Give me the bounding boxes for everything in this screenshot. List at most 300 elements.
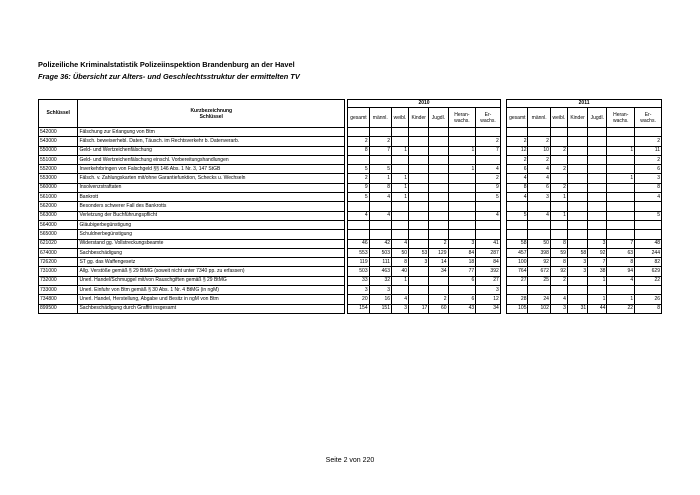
value-cell-2011 — [567, 211, 587, 220]
value-cell-2010: 1 — [392, 183, 409, 192]
value-cell-2010: 77 — [448, 267, 476, 276]
value-cell-2010 — [409, 267, 429, 276]
col-key-header: Schlüssel — [39, 100, 78, 128]
value-cell-2010: 119 — [348, 258, 369, 267]
value-cell-2011 — [567, 174, 587, 183]
value-cell-2011: 4 — [550, 295, 567, 304]
value-cell-2011 — [588, 230, 607, 239]
value-cell-2010: 1 — [392, 174, 409, 183]
value-cell-2011: 10 — [528, 146, 550, 155]
value-cell-2011: 244 — [635, 248, 662, 257]
value-cell-2011 — [607, 193, 635, 202]
table-row — [39, 137, 662, 146]
value-cell-2011: 28 — [507, 295, 528, 304]
value-cell-2011: 5 — [507, 211, 528, 220]
value-cell-2011: 100 — [507, 258, 528, 267]
sub-header-cell: Jugdl. — [429, 108, 448, 128]
description-cell: Geld- und Wertzeichenfälschung — [78, 146, 345, 155]
table-row — [39, 211, 662, 220]
description-cell: Besonders schwerer Fall des Bankrotts — [78, 202, 345, 211]
value-cell-2010 — [409, 165, 429, 174]
description-cell: Widerstand gg. Vollstreckungsbeamte — [78, 239, 345, 248]
key-cell: 542000 — [39, 128, 78, 137]
value-cell-2010: 9 — [476, 183, 501, 192]
value-cell-2010: 7 — [476, 146, 501, 155]
value-cell-2011: 63 — [607, 248, 635, 257]
value-cell-2011 — [607, 220, 635, 229]
value-cell-2011: 1 — [550, 211, 567, 220]
value-cell-2011: 4 — [507, 193, 528, 202]
value-cell-2010: 84 — [448, 248, 476, 257]
value-cell-2011 — [567, 276, 587, 285]
value-cell-2010 — [392, 137, 409, 146]
sub-header-cell: Er- wachs. — [476, 108, 501, 128]
value-cell-2011: 11 — [635, 146, 662, 155]
sub-header-cell: gesamt — [507, 108, 528, 128]
key-cell: 731000 — [39, 267, 78, 276]
value-cell-2010: 129 — [429, 248, 448, 257]
value-cell-2010: 5 — [369, 165, 391, 174]
value-cell-2010 — [348, 128, 369, 137]
value-cell-2011: 48 — [635, 239, 662, 248]
value-cell-2010: 503 — [348, 267, 369, 276]
value-cell-2010 — [409, 137, 429, 146]
key-cell: 621020 — [39, 239, 78, 248]
description-cell: Gläubigerbegünstigung — [78, 220, 345, 229]
value-cell-2011: 50 — [528, 239, 550, 248]
value-cell-2011 — [528, 202, 550, 211]
value-cell-2011: 92 — [550, 267, 567, 276]
value-cell-2010: 111 — [369, 258, 391, 267]
value-cell-2010 — [409, 276, 429, 285]
value-cell-2011 — [635, 202, 662, 211]
key-cell: 734800 — [39, 295, 78, 304]
value-cell-2011 — [635, 230, 662, 239]
value-cell-2011: 2 — [528, 155, 550, 164]
value-cell-2011 — [528, 220, 550, 229]
value-cell-2011: 27 — [507, 276, 528, 285]
value-cell-2010 — [429, 220, 448, 229]
value-cell-2010 — [392, 165, 409, 174]
value-cell-2011: 8 — [550, 239, 567, 248]
value-cell-2010: 8 — [369, 183, 391, 192]
value-cell-2011 — [588, 174, 607, 183]
sub-header-cell: Jugdl. — [588, 108, 607, 128]
value-cell-2010: 1 — [392, 276, 409, 285]
value-cell-2010: 4 — [392, 239, 409, 248]
value-cell-2011: 1 — [588, 276, 607, 285]
value-cell-2011 — [567, 183, 587, 192]
value-cell-2010: 8 — [348, 146, 369, 155]
table-row — [39, 267, 662, 276]
table-row — [39, 276, 662, 285]
value-cell-2010 — [369, 155, 391, 164]
value-cell-2011: 2 — [507, 155, 528, 164]
value-cell-2011 — [588, 202, 607, 211]
value-cell-2010: 4 — [369, 211, 391, 220]
value-cell-2011: 1 — [607, 295, 635, 304]
value-cell-2010: 60 — [429, 304, 448, 313]
value-cell-2011 — [550, 220, 567, 229]
key-cell: 561000 — [39, 193, 78, 202]
key-cell: 551000 — [39, 155, 78, 164]
description-cell: Sachbeschädigung durch Graffiti insgesamt — [78, 304, 345, 313]
value-cell-2010: 4 — [369, 193, 391, 202]
value-cell-2010: 2 — [429, 295, 448, 304]
value-cell-2011: 58 — [507, 239, 528, 248]
value-cell-2011 — [588, 211, 607, 220]
value-cell-2011: 44 — [588, 304, 607, 313]
value-cell-2010: 34 — [429, 267, 448, 276]
table-row — [39, 304, 662, 313]
value-cell-2011 — [607, 202, 635, 211]
value-cell-2010 — [429, 286, 448, 295]
value-cell-2010: 503 — [369, 248, 391, 257]
value-cell-2011: 6 — [507, 165, 528, 174]
value-cell-2011 — [567, 220, 587, 229]
key-cell: 733000 — [39, 286, 78, 295]
value-cell-2010 — [369, 220, 391, 229]
value-cell-2010: 34 — [476, 304, 501, 313]
value-cell-2010 — [476, 202, 501, 211]
value-cell-2011: 629 — [635, 267, 662, 276]
value-cell-2011 — [507, 128, 528, 137]
key-cell: 726200 — [39, 258, 78, 267]
value-cell-2011: 6 — [635, 165, 662, 174]
value-cell-2010: 12 — [476, 295, 501, 304]
value-cell-2010: 7 — [369, 146, 391, 155]
value-cell-2010: 1 — [392, 193, 409, 202]
table-row — [39, 230, 662, 239]
value-cell-2011: 58 — [567, 248, 587, 257]
table-row — [39, 202, 662, 211]
value-cell-2010: 1 — [392, 146, 409, 155]
key-cell: 562000 — [39, 202, 78, 211]
value-cell-2011 — [635, 286, 662, 295]
description-cell: Geld- und Wertzeichenfälschung einschl. Vorbereitungshandlungen — [78, 155, 345, 164]
value-cell-2011: 8 — [635, 183, 662, 192]
value-cell-2011 — [507, 202, 528, 211]
value-cell-2010: 287 — [476, 248, 501, 257]
value-cell-2011 — [550, 202, 567, 211]
value-cell-2011: 4 — [607, 276, 635, 285]
value-cell-2010 — [409, 202, 429, 211]
value-cell-2010: 41 — [476, 239, 501, 248]
value-cell-2010 — [348, 202, 369, 211]
key-cell: 563000 — [39, 211, 78, 220]
value-cell-2010: 32 — [369, 276, 391, 285]
value-cell-2010: 1 — [448, 165, 476, 174]
value-cell-2010 — [409, 211, 429, 220]
page-footer: Seite 2 von 220 — [325, 457, 375, 464]
value-cell-2011 — [567, 295, 587, 304]
table-row — [39, 193, 662, 202]
value-cell-2010: 33 — [348, 276, 369, 285]
description-cell: Schuldnerbegünstigung — [78, 230, 345, 239]
value-cell-2011: 26 — [635, 295, 662, 304]
table-row — [39, 165, 662, 174]
value-cell-2011 — [528, 128, 550, 137]
value-cell-2010 — [348, 155, 369, 164]
value-cell-2011: 1 — [550, 193, 567, 202]
description-cell: Unerl. Handel, Herstellung, Abgabe und Besitz in ngM von Btm — [78, 295, 345, 304]
value-cell-2011: 2 — [550, 183, 567, 192]
table-row — [39, 248, 662, 257]
description-cell: Allg. Verstöße gemäß § 29 BtMG (soweit nicht unter 7340 pp. zu erfassen) — [78, 267, 345, 276]
value-cell-2011 — [588, 286, 607, 295]
value-cell-2010: 1 — [369, 174, 391, 183]
value-cell-2010: 16 — [369, 295, 391, 304]
value-cell-2010 — [429, 276, 448, 285]
value-cell-2011: 7 — [607, 239, 635, 248]
value-cell-2011 — [588, 183, 607, 192]
value-cell-2011: 2 — [550, 146, 567, 155]
value-cell-2011 — [635, 220, 662, 229]
value-cell-2011: 1 — [588, 295, 607, 304]
key-cell: 543000 — [39, 137, 78, 146]
table-row — [39, 174, 662, 183]
value-cell-2010: 4 — [348, 211, 369, 220]
value-cell-2011: 1 — [607, 174, 635, 183]
value-cell-2010: 9 — [348, 183, 369, 192]
value-cell-2010 — [429, 183, 448, 192]
sub-header-cell: Kinder — [409, 108, 429, 128]
value-cell-2010: 2 — [476, 137, 501, 146]
value-cell-2011 — [588, 165, 607, 174]
value-cell-2010: 3 — [476, 286, 501, 295]
value-cell-2010 — [476, 220, 501, 229]
value-cell-2011 — [550, 174, 567, 183]
sub-header-cell: gesamt — [348, 108, 369, 128]
value-cell-2011: 2 — [550, 165, 567, 174]
value-cell-2010 — [448, 220, 476, 229]
value-cell-2010 — [476, 155, 501, 164]
value-cell-2011 — [567, 202, 587, 211]
value-cell-2011 — [588, 155, 607, 164]
value-cell-2011 — [528, 230, 550, 239]
value-cell-2011 — [507, 220, 528, 229]
value-cell-2010: 392 — [476, 267, 501, 276]
value-cell-2010 — [409, 155, 429, 164]
description-cell: Insolvenzstraftaten — [78, 183, 345, 192]
value-cell-2010 — [448, 128, 476, 137]
description-cell: Fälschung zur Erlangung von Btm — [78, 128, 345, 137]
value-cell-2010: 50 — [392, 248, 409, 257]
table-row — [39, 295, 662, 304]
value-cell-2011 — [550, 137, 567, 146]
value-cell-2010 — [409, 220, 429, 229]
value-cell-2010: 3 — [448, 239, 476, 248]
value-cell-2010 — [429, 193, 448, 202]
col-desc-header: Kurzbezeichnung Schlüssel — [78, 100, 345, 128]
value-cell-2011 — [588, 220, 607, 229]
value-cell-2011 — [567, 137, 587, 146]
value-cell-2011: 92 — [588, 248, 607, 257]
key-cell: 560000 — [39, 183, 78, 192]
value-cell-2010 — [429, 202, 448, 211]
description-cell: Bankrott — [78, 193, 345, 202]
value-cell-2010: 53 — [409, 248, 429, 257]
value-cell-2010 — [392, 202, 409, 211]
value-cell-2010 — [429, 174, 448, 183]
value-cell-2011: 1 — [607, 146, 635, 155]
value-cell-2011 — [567, 128, 587, 137]
value-cell-2011 — [567, 193, 587, 202]
value-cell-2011 — [635, 128, 662, 137]
value-cell-2011 — [567, 146, 587, 155]
table-row — [39, 220, 662, 229]
value-cell-2011: 38 — [588, 267, 607, 276]
value-cell-2010: 4 — [392, 295, 409, 304]
value-cell-2010 — [448, 202, 476, 211]
value-cell-2010: 1 — [448, 146, 476, 155]
value-cell-2010 — [392, 211, 409, 220]
value-cell-2011: 3 — [567, 267, 587, 276]
value-cell-2011 — [550, 230, 567, 239]
value-cell-2011 — [507, 286, 528, 295]
value-cell-2011 — [607, 286, 635, 295]
value-cell-2011: 4 — [507, 174, 528, 183]
value-cell-2011: 672 — [528, 267, 550, 276]
value-cell-2010: 6 — [448, 295, 476, 304]
value-cell-2011: 3 — [528, 193, 550, 202]
value-cell-2010 — [448, 230, 476, 239]
value-cell-2011: 24 — [528, 295, 550, 304]
value-cell-2010 — [448, 155, 476, 164]
table-row — [39, 286, 662, 295]
key-cell: 899500 — [39, 304, 78, 313]
value-cell-2010 — [392, 128, 409, 137]
key-cell: 550000 — [39, 146, 78, 155]
value-cell-2010: 17 — [409, 304, 429, 313]
value-cell-2011 — [550, 155, 567, 164]
value-cell-2011: 764 — [507, 267, 528, 276]
value-cell-2010: 553 — [348, 248, 369, 257]
key-cell: 565000 — [39, 230, 78, 239]
value-cell-2010 — [409, 183, 429, 192]
description-cell: Unerl. Handel/Schmuggel mit/von Rauschgiften gemäß § 29 BtMG — [78, 276, 345, 285]
value-cell-2011 — [588, 193, 607, 202]
sub-header-cell: Heran- wachs. — [448, 108, 476, 128]
value-cell-2010: 3 — [392, 304, 409, 313]
report-subtitle: Frage 36: Übersicht zur Alters- und Geschlechtsstruktur der ermittelten TV — [38, 72, 300, 81]
key-cell: 564000 — [39, 220, 78, 229]
value-cell-2010 — [348, 230, 369, 239]
value-cell-2011 — [528, 286, 550, 295]
value-cell-2010 — [448, 286, 476, 295]
table-row — [39, 128, 662, 137]
value-cell-2010: 8 — [392, 258, 409, 267]
value-cell-2011: 398 — [528, 248, 550, 257]
value-cell-2011: 2 — [507, 137, 528, 146]
value-cell-2010: 2 — [476, 174, 501, 183]
value-cell-2010: 5 — [348, 165, 369, 174]
value-cell-2010 — [429, 128, 448, 137]
sub-header-cell: Kinder — [567, 108, 587, 128]
sub-header-cell: Heran- wachs. — [607, 108, 635, 128]
table-row — [39, 146, 662, 155]
value-cell-2011 — [567, 230, 587, 239]
value-cell-2010: 151 — [369, 304, 391, 313]
value-cell-2011: 7 — [588, 258, 607, 267]
key-cell: 553000 — [39, 174, 78, 183]
value-cell-2011 — [550, 128, 567, 137]
description-cell: ST gg. das Waffengesetz — [78, 258, 345, 267]
value-cell-2010 — [476, 128, 501, 137]
value-cell-2011 — [567, 165, 587, 174]
value-cell-2011: 2 — [528, 137, 550, 146]
value-cell-2011: 3 — [588, 239, 607, 248]
value-cell-2011 — [607, 165, 635, 174]
value-cell-2011 — [607, 128, 635, 137]
value-cell-2010: 42 — [369, 239, 391, 248]
value-cell-2011: 12 — [507, 146, 528, 155]
value-cell-2010: 4 — [476, 211, 501, 220]
year-2010-header: 2010 — [348, 100, 500, 108]
value-cell-2011: 94 — [607, 267, 635, 276]
value-cell-2010 — [392, 230, 409, 239]
key-cell: 674000 — [39, 248, 78, 257]
value-cell-2010 — [409, 146, 429, 155]
value-cell-2011: 22 — [635, 276, 662, 285]
value-cell-2010 — [348, 220, 369, 229]
value-cell-2011: 2 — [635, 137, 662, 146]
value-cell-2010: 463 — [369, 267, 391, 276]
value-cell-2011: 8 — [635, 304, 662, 313]
value-cell-2010: 27 — [476, 276, 501, 285]
value-cell-2010: 6 — [448, 276, 476, 285]
value-cell-2011: 4 — [528, 165, 550, 174]
value-cell-2011: 2 — [550, 276, 567, 285]
value-cell-2011 — [507, 230, 528, 239]
value-cell-2011: 3 — [567, 258, 587, 267]
value-cell-2010 — [369, 202, 391, 211]
value-cell-2010: 20 — [348, 295, 369, 304]
value-cell-2011: 4 — [635, 193, 662, 202]
value-cell-2010: 5 — [348, 193, 369, 202]
value-cell-2010: 3 — [348, 286, 369, 295]
value-cell-2010 — [448, 183, 476, 192]
description-cell: Verletzung der Buchführungspflicht — [78, 211, 345, 220]
value-cell-2011: 5 — [635, 211, 662, 220]
value-cell-2011 — [588, 128, 607, 137]
value-cell-2010 — [409, 286, 429, 295]
value-cell-2011: 31 — [567, 304, 587, 313]
value-cell-2010: 5 — [476, 193, 501, 202]
value-cell-2010 — [448, 137, 476, 146]
value-cell-2011: 25 — [528, 276, 550, 285]
sub-header-cell: weibl. — [392, 108, 409, 128]
value-cell-2010: 3 — [409, 258, 429, 267]
value-cell-2011 — [588, 146, 607, 155]
value-cell-2011: 4 — [528, 211, 550, 220]
description-cell: Inverkehrbringen von Falschgeld §§ 146 Abs. 1 Nr. 3, 147 StGB — [78, 165, 345, 174]
value-cell-2011: 3 — [550, 304, 567, 313]
value-cell-2010: 43 — [448, 304, 476, 313]
value-cell-2011: 3 — [635, 174, 662, 183]
value-cell-2010 — [429, 211, 448, 220]
value-cell-2010: 14 — [429, 258, 448, 267]
value-cell-2011 — [607, 183, 635, 192]
value-cell-2010 — [392, 220, 409, 229]
value-cell-2010 — [409, 128, 429, 137]
value-cell-2011 — [607, 155, 635, 164]
value-cell-2010 — [409, 193, 429, 202]
value-cell-2011 — [567, 239, 587, 248]
value-cell-2010 — [429, 137, 448, 146]
description-cell: Fälsch. beweiserhebl. Daten, Täusch. im Rechtsverkehr b. Datenverarb. — [78, 137, 345, 146]
key-cell: 552000 — [39, 165, 78, 174]
